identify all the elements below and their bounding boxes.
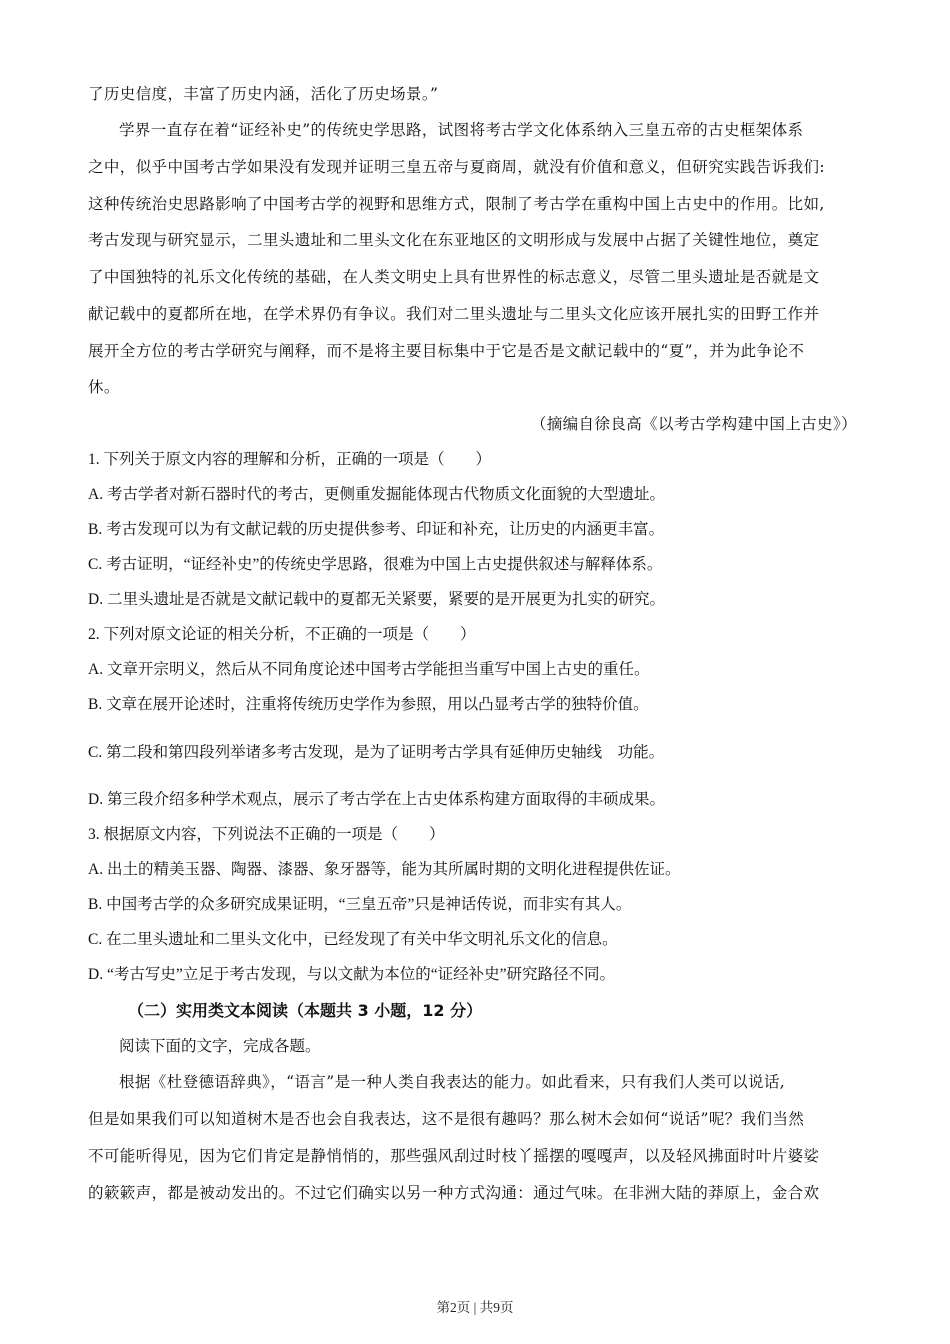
passage-line: 了历史信度，丰富了历史内涵，活化了历史场景。”: [88, 85, 439, 103]
passage-line: 之中，似乎中国考古学如果没有发现并证明三皇五帝与夏商周，就没有价值和意义，但研究实践告诉我们:: [88, 158, 826, 176]
question-option: A. 文章开宗明义，然后从不同角度论述中国考古学能担当重写中国上古史的重任。: [88, 661, 650, 678]
question-option: C. 在二里头遗址和二里头文化中，已经发现了有关中华文明礼乐文化的信息。: [88, 931, 618, 948]
passage-line: 献记载中的夏都所在地，在学术界仍有争议。我们对二里头遗址与二里头文化应该开展扎实的田野工作并: [88, 305, 820, 323]
question-stem: 2. 下列对原文论证的相关分析，不正确的一项是（ ）: [88, 626, 476, 643]
question-option: D. 二里头遗址是否就是文献记载中的夏都无关紧要，紧要的是开展更为扎实的研究。: [88, 591, 665, 608]
question-option: B. 文章在展开论述时，注重将传统历史学作为参照，用以凸显考古学的独特价值。: [88, 696, 649, 713]
question-stem: 1. 下列关于原文内容的理解和分析，正确的一项是（ ）: [88, 451, 492, 468]
passage-line: 展开全方位的考古学研究与阐释，而不是将主要目标集中于它是否是文献记载中的“夏”，并为此争论不: [88, 342, 805, 360]
passage-line: 但是如果我们可以知道树木是否也会自我表达，这不是很有趣吗？那么树木会如何“说话”呢？我们当然: [88, 1110, 805, 1128]
question-option: C. 第二段和第四段列举诸多考古发现，是为了证明考古学具有延伸历史轴线 功能。: [88, 744, 665, 761]
question-option: A. 出土的精美玉器、陶器、漆器、象牙器等，能为其所属时期的文明化进程提供佐证。: [88, 861, 681, 878]
passage-source: （摘编自徐良高《以考古学构建中国上古史》）: [530, 415, 857, 433]
passage-line: 不可能听得见，因为它们肯定是静悄悄的，那些强风刮过时枝丫摇摆的嘎嘎声，以及轻风拂面时叶片婆娑: [88, 1147, 820, 1165]
passage-line: 学界一直存在着“证经补史”的传统史学思路，试图将考古学文化体系纳入三皇五帝的古史框架体系: [119, 121, 804, 139]
question-option: B. 考古发现可以为有文献记载的历史提供参考、印证和补充，让历史的内涵更丰富。: [88, 521, 665, 538]
page-footer: 第2页 | 共9页: [436, 1300, 514, 1315]
section-instruction: 阅读下面的文字，完成各题。: [119, 1038, 321, 1055]
passage-line: 休。: [88, 378, 120, 396]
section-heading: （二）实用类文本阅读（本题共 3 小题，12 分）: [128, 1001, 483, 1020]
question-stem: 3. 根据原文内容，下列说法不正确的一项是（ ）: [88, 826, 445, 843]
question-option: D. 第三段介绍多种学术观点，展示了考古学在上古史体系构建方面取得的丰硕成果。: [88, 791, 665, 808]
question-option: A. 考古学者对新石器时代的考古，更侧重发掘能体现古代物质文化面貌的大型遗址。: [88, 486, 665, 503]
question-option: D. “考古写史”立足于考古发现，与以文献为本位的“证经补史”研究路径不同。: [88, 966, 615, 983]
passage-line: 的簌簌声，都是被动发出的。不过它们确实以另一种方式沟通：通过气味。在非洲大陆的莽原上，金合欢: [88, 1184, 820, 1202]
question-option: C. 考古证明，“证经补史”的传统史学思路，很难为中国上古史提供叙述与解释体系。: [88, 556, 663, 573]
passage-line: 这种传统治史思路影响了中国考古学的视野和思维方式，限制了考古学在重构中国上古史中的作用。比如,: [88, 195, 825, 213]
passage-line: 考古发现与研究显示，二里头遗址和二里头文化在东亚地区的文明形成与发展中占据了关键性地位，奠定: [88, 231, 820, 249]
passage-line: 根据《杜登德语辞典》，“语言”是一种人类自我表达的能力。如此看来，只有我们人类可以说话,: [119, 1073, 786, 1091]
passage-line: 了中国独特的礼乐文化传统的基础，在人类文明史上具有世界性的标志意义，尽管二里头遗址是否就是文: [88, 268, 820, 286]
question-option: B. 中国考古学的众多研究成果证明，“三皇五帝”只是神话传说，而非实有其人。: [88, 896, 632, 913]
